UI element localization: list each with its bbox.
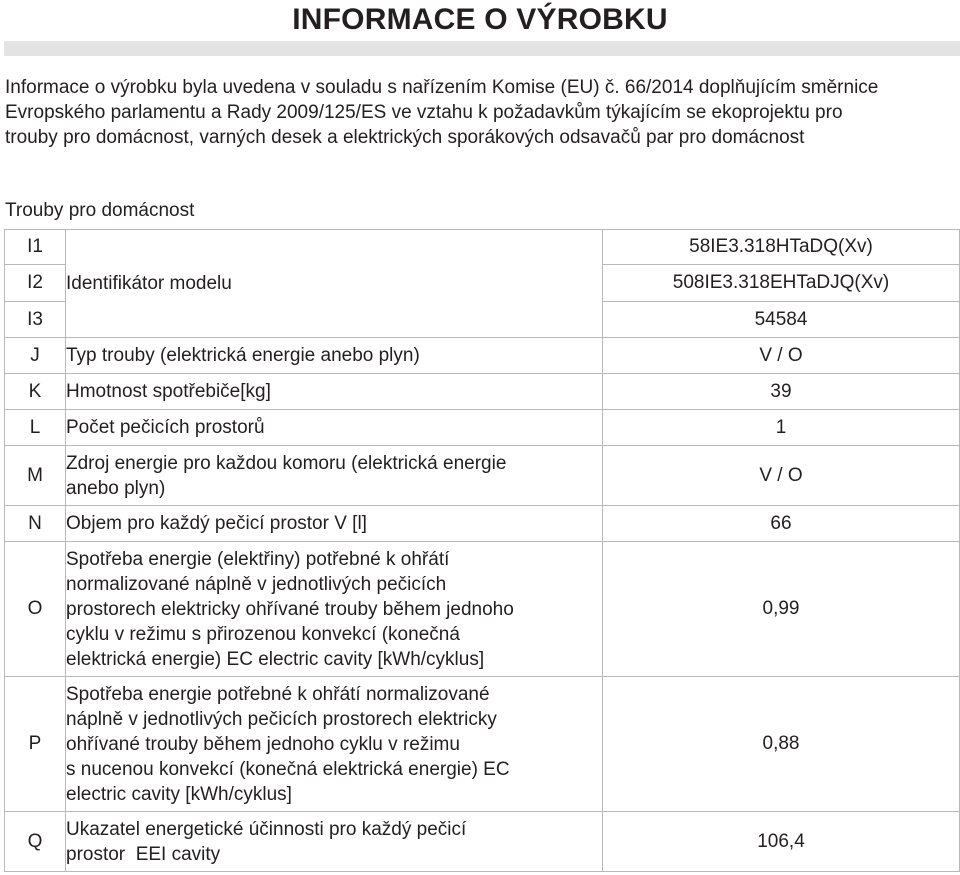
description-line: elektrická energie) EC electric cavity [kWh/cyklus] [66, 648, 485, 670]
row-description [66, 812, 603, 872]
table-row [5, 230, 960, 265]
row-value: V / O [603, 446, 960, 506]
row-value: 39 [603, 374, 960, 410]
description-line: Zdroj energie pro každou komoru (elektrická energie [66, 452, 507, 474]
description-line: ohřívané trouby během jednoho cyklu v režimu [66, 733, 460, 755]
table-row [5, 677, 960, 812]
row-code: I2 [5, 265, 66, 302]
table-row [5, 506, 960, 542]
row-value: 106,4 [603, 812, 960, 872]
row-code: K [5, 374, 66, 410]
table-row [5, 542, 960, 677]
description-line: Identifikátor modelu [66, 273, 232, 294]
description-line: Typ trouby (elektrická energie anebo plyn) [66, 345, 420, 366]
row-value: 58IE3.318HTaDQ(Xv) [603, 230, 960, 265]
row-description [66, 446, 603, 506]
row-description [66, 506, 603, 542]
table-row [5, 410, 960, 446]
description-line: electric cavity [kWh/cyklus] [66, 783, 292, 805]
description-line: Spotřeba energie potřebné k ohřátí normalizované [66, 683, 490, 705]
description-line: Objem pro každý pečicí prostor V [l] [66, 513, 367, 534]
description-line: Hmotnost spotřebiče[kg] [66, 381, 271, 402]
table-row [5, 446, 960, 506]
row-value: V / O [603, 338, 960, 374]
product-info-table [4, 229, 960, 872]
row-code: N [5, 506, 66, 542]
row-value: 1 [603, 410, 960, 446]
row-value: 54584 [603, 302, 960, 338]
row-code: Q [5, 812, 66, 872]
table-row [5, 338, 960, 374]
description-line: s nucenou konvekcí (konečná elektrická energie) EC [66, 758, 510, 780]
description-line: anebo plyn) [66, 477, 166, 499]
intro-line: trouby pro domácnost, varných desek a elektrických sporákových odsavačů par pro domácnost [5, 127, 805, 148]
section-title: Trouby pro domácnost [5, 200, 195, 221]
title-underline-bar [4, 41, 960, 56]
row-value: 508IE3.318EHTaDJQ(Xv) [603, 265, 960, 302]
row-description [66, 230, 603, 338]
description-line: prostor EEI cavity [66, 843, 221, 865]
description-line: Ukazatel energetické účinnosti pro každý pečicí [66, 818, 467, 840]
description-line: normalizované náplně v jednotlivých pečicích [66, 573, 447, 595]
row-code: L [5, 410, 66, 446]
intro-line: Informace o výrobku byla uvedena v souladu s nařízením Komise (EU) č. 66/2014 doplňujícím směrnice [5, 77, 879, 98]
intro-paragraph [5, 75, 960, 150]
row-description [66, 542, 603, 677]
row-code: P [5, 677, 66, 812]
row-code: I1 [5, 230, 66, 265]
page-title: INFORMACE O VÝROBKU [292, 3, 668, 36]
row-description [66, 410, 603, 446]
row-code: I3 [5, 302, 66, 338]
row-value: 0,88 [603, 677, 960, 812]
row-code: O [5, 542, 66, 677]
table-row [5, 374, 960, 410]
table-row [5, 812, 960, 872]
description-line: Počet pečicích prostorů [66, 417, 265, 438]
row-value: 66 [603, 506, 960, 542]
description-line: prostorech elektricky ohřívané trouby během jednoho [66, 598, 514, 620]
description-line: Spotřeba energie (elektřiny) potřebné k ohřátí [66, 548, 450, 570]
row-description [66, 677, 603, 812]
row-code: M [5, 446, 66, 506]
intro-line: Evropského parlamentu a Rady 2009/125/ES ve vztahu k požadavkům týkajícím se ekoprojektu pro [5, 102, 843, 123]
row-description [66, 374, 603, 410]
description-line: cyklu v režimu s přirozenou konvekcí (konečná [66, 623, 460, 645]
row-code: J [5, 338, 66, 374]
row-description [66, 338, 603, 374]
row-value: 0,99 [603, 542, 960, 677]
description-line: náplně v jednotlivých pečicích prostorech elektricky [66, 708, 497, 730]
